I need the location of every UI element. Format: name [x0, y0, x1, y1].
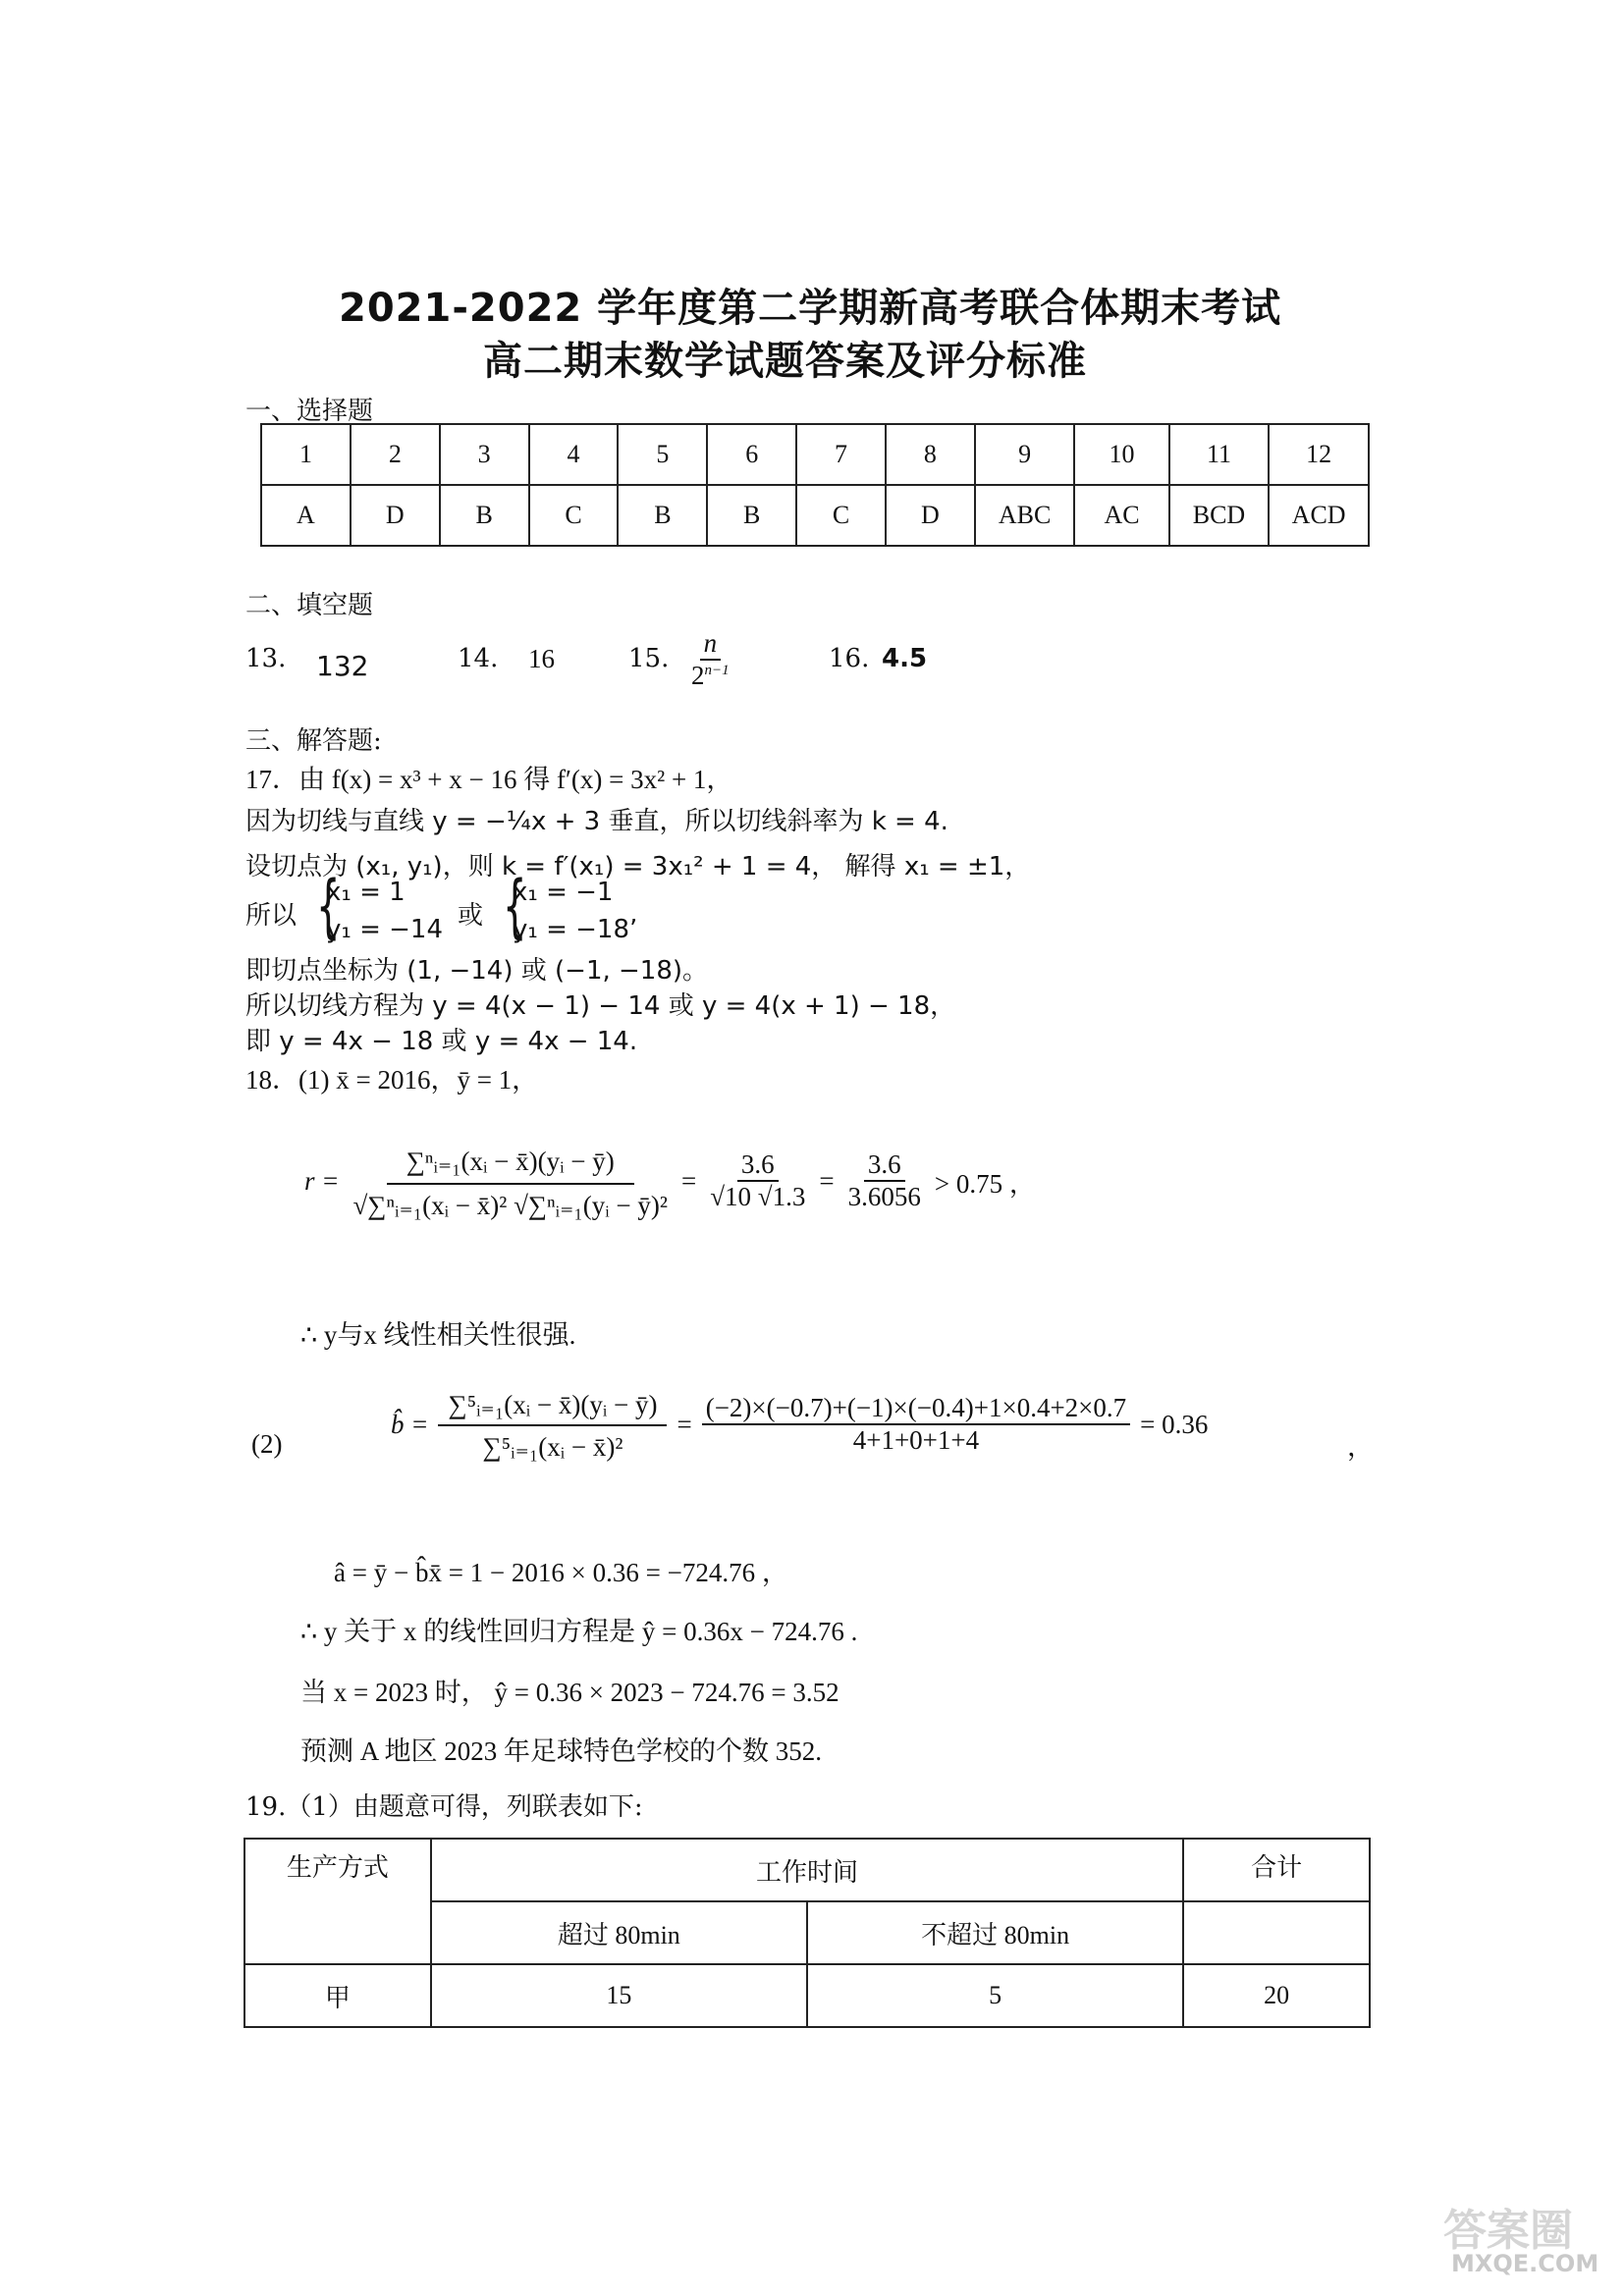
table-row	[261, 424, 1369, 485]
b-result: = 0.36	[1140, 1409, 1209, 1439]
r-fraction	[349, 1141, 672, 1221]
question-number: 8	[886, 424, 975, 485]
question-number: 2	[351, 424, 440, 485]
answer-cell: A	[261, 485, 351, 546]
table-row	[261, 485, 1369, 546]
q17-system-brace-1: {	[316, 866, 341, 946]
answer-cell: ACD	[1269, 485, 1369, 546]
question-number: 4	[529, 424, 619, 485]
b-denominator: ∑⁵ᵢ₌₁(xᵢ − x̄)²	[482, 1432, 623, 1463]
header-work-time: 工作时间	[431, 1839, 1184, 1901]
fraction-numerator: 3.6	[737, 1149, 779, 1182]
fraction-numerator: 3.6	[864, 1149, 905, 1182]
r-numerator: ∑ⁿᵢ₌₁(xᵢ − x̄)(yᵢ − ȳ)	[387, 1141, 634, 1185]
table-cell: 20	[1183, 1964, 1370, 2027]
section-heading-fill: 二、填空题	[245, 591, 374, 620]
section-heading-choice: 一、选择题	[245, 397, 374, 426]
equals-sign: =	[819, 1165, 835, 1196]
q17-line-5: 即切点坐标为 (1, −14) 或 (−1, −18)。	[245, 956, 709, 986]
question-number: 5	[618, 424, 707, 485]
q17-or: 或	[458, 901, 484, 931]
b-lhs: b̂ =	[391, 1409, 429, 1439]
table-cell: 5	[807, 1964, 1183, 2027]
answer-cell: BCD	[1169, 485, 1270, 546]
watermark-url: MXQE.COM	[1451, 2250, 1599, 2277]
q17-system-2-a: x₁ = −1	[513, 878, 614, 907]
fill-number: 15.	[628, 644, 670, 673]
header-not-over-80: 不超过 80min	[807, 1901, 1183, 1964]
fraction-denominator: 3.6056	[847, 1182, 921, 1212]
q18-regression-line: ∴ y 关于 x 的线性回归方程是 ŷ = 0.36x − 724.76 .	[300, 1617, 858, 1646]
answer-cell: B	[707, 485, 796, 546]
table-row	[244, 1839, 1370, 1901]
section-heading-solve: 三、解答题:	[245, 726, 382, 756]
r-value-fraction-2	[844, 1149, 925, 1212]
q17-line-2: 因为切线与直线 y = −¼x + 3 垂直，所以切线斜率为 k = 4.	[245, 807, 948, 836]
question-number: 1	[261, 424, 351, 485]
fill-answer: 132	[316, 650, 369, 682]
b-computation-fraction	[702, 1393, 1130, 1456]
watermark-logo: 答案圈	[1443, 2206, 1573, 2256]
header-total-empty	[1183, 1901, 1370, 1964]
r-denominator: √∑ⁿᵢ₌₁(xᵢ − x̄)² √∑ⁿᵢ₌₁(yᵢ − ȳ)²	[352, 1191, 668, 1221]
q18-part-2-label: (2)	[251, 1429, 283, 1459]
q17-system-1-b: y₁ = −14	[326, 915, 443, 944]
header-method: 生产方式	[244, 1839, 431, 1964]
answer-cell: C	[796, 485, 886, 546]
answer-cell: D	[351, 485, 440, 546]
equals-sign: =	[677, 1409, 692, 1439]
answer-cell: C	[529, 485, 619, 546]
header-total: 合计	[1183, 1839, 1370, 1901]
question-number: 9	[975, 424, 1075, 485]
header-over-80: 超过 80min	[431, 1901, 807, 1964]
r-tail: > 0.75 ，	[934, 1168, 1036, 1199]
b-numerator: ∑⁵ᵢ₌₁(xᵢ − x̄)(yᵢ − ȳ)	[438, 1386, 667, 1426]
equals-sign: =	[680, 1165, 697, 1196]
q18-r-formula	[304, 1141, 1036, 1221]
page-subtitle: 高二期末数学试题答案及评分标准	[483, 339, 1087, 384]
q17-line-3: 设切点为 (x₁, y₁)，则 k = f′(x₁) = 3x₁² + 1 = 4， 解得 x₁ = ±1，	[245, 852, 1031, 881]
r-value-fraction-1	[706, 1149, 809, 1212]
table-row	[244, 1964, 1370, 2027]
fraction-denominator: √10 √1.3	[710, 1182, 806, 1212]
question-number: 11	[1169, 424, 1270, 485]
q18-when-line: 当 x = 2023 时， ŷ = 0.36 × 2023 − 724.76 = 3.52	[300, 1678, 839, 1707]
q17-system-1-a: x₁ = 1	[326, 878, 406, 907]
b-comma: ，	[1347, 1432, 1374, 1462]
answer-cell: B	[618, 485, 707, 546]
q18-b-formula	[391, 1386, 1208, 1463]
fraction-denominator: 4+1+0+1+4	[852, 1425, 980, 1456]
fill-number: 14.	[458, 644, 499, 673]
table-cell: 甲	[244, 1964, 431, 2027]
answer-cell: D	[886, 485, 975, 546]
table-cell: 15	[431, 1964, 807, 2027]
fill-answer: 16	[528, 644, 555, 673]
q17-line-1: 17．由 f(x) = x³ + x − 16 得 f′(x) = 3x² + 1，	[245, 765, 733, 794]
question-number: 10	[1074, 424, 1168, 485]
fraction-numerator: (−2)×(−0.7)+(−1)×(−0.4)+1×0.4+2×0.7	[702, 1393, 1130, 1425]
fill-answer: 4.5	[882, 644, 928, 673]
fraction-numerator: n	[700, 628, 722, 661]
q18-a-line: â = ȳ − b̂x̄ = 1 − 2016 × 0.36 = −724.76 ，	[334, 1558, 788, 1587]
question-number: 12	[1269, 424, 1369, 485]
question-number: 7	[796, 424, 886, 485]
question-number: 3	[440, 424, 529, 485]
question-number: 6	[707, 424, 796, 485]
r-lhs: r =	[304, 1165, 340, 1196]
page-title: 2021-2022 学年度第二学期新高考联合体期末考试	[339, 286, 1282, 331]
q17-line-6: 所以切线方程为 y = 4(x − 1) − 14 或 y = 4(x + 1) − 18，	[245, 991, 956, 1021]
q17-line-7: 即 y = 4x − 18 或 y = 4x − 14.	[245, 1027, 638, 1056]
q19-intro: 19.（1）由题意可得，列联表如下:	[245, 1792, 643, 1822]
fill-number: 16.	[829, 644, 870, 673]
q17-line-4-prefix: 所以	[245, 901, 298, 931]
q18-conclusion-1: ∴ y与x 线性相关性很强.	[300, 1320, 576, 1350]
contingency-table	[244, 1838, 1371, 2028]
q18-predict-line: 预测 A 地区 2023 年足球特色学校的个数 352.	[300, 1736, 823, 1766]
fill-number: 13.	[245, 644, 287, 673]
b-fraction	[438, 1386, 667, 1463]
q17-system-2-b: y₁ = −18’	[513, 915, 638, 944]
answer-cell: B	[440, 485, 529, 546]
q17-system-brace-2: {	[503, 866, 527, 946]
answer-cell: ABC	[975, 485, 1075, 546]
fill-answer-fraction	[687, 628, 733, 691]
answer-cell: AC	[1074, 485, 1168, 546]
choice-answer-table	[260, 423, 1370, 547]
fraction-denominator: $2^{n-1}$	[691, 661, 730, 691]
q18-line-1: 18．(1) x̄ = 2016，ȳ = 1，	[245, 1065, 539, 1095]
